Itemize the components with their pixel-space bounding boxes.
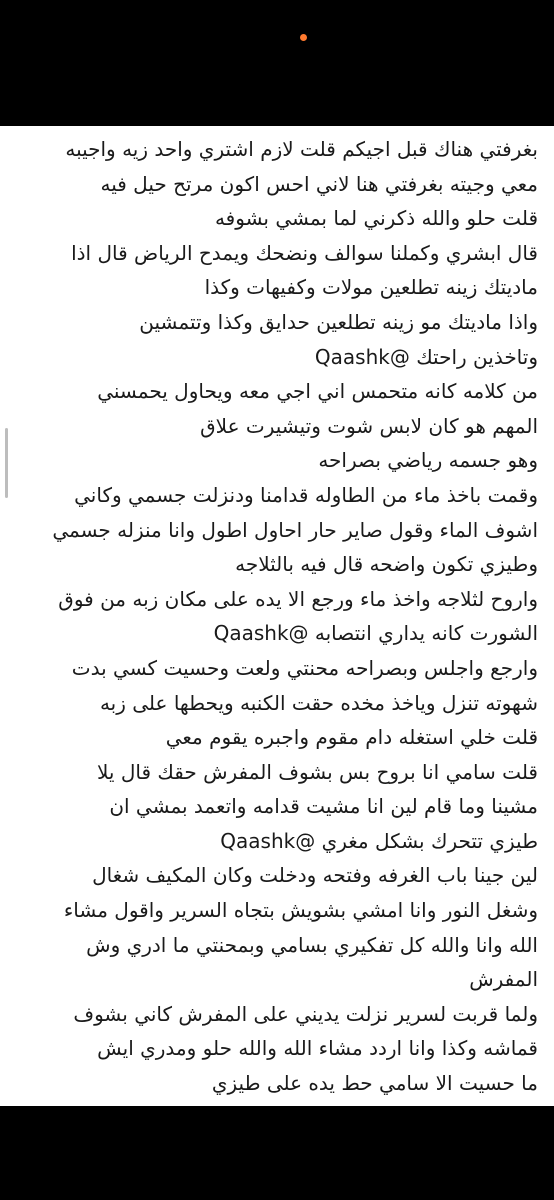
- text-line: الله وانا والله كل تفكيري بسامي وبمحنتي ما ادري وش: [86, 932, 538, 957]
- text-line: واروح لثلاجه واخذ ماء ورجع الا يده على مكان زبه من فوق: [58, 586, 538, 611]
- text-line: بغرفتي هناك قبل اجيكم قلت لازم اشتري واحد زيه واجيبه: [65, 137, 538, 161]
- story-text: [16, 132, 538, 1101]
- text-line: وطيزي تكون واضحه قال فيه بالثلاجه: [235, 552, 538, 577]
- text-line: قال ابشري وكملنا سوالف ونضحك ويمدح الرياض قال اذا: [71, 240, 538, 265]
- text-line: وتاخذين راحتك @Qaashk: [314, 344, 538, 369]
- scroll-indicator[interactable]: [5, 428, 8, 498]
- text-line: ما حسيت الا سامي حط يده على طيزي: [211, 1071, 538, 1096]
- text-line: معي وجيته بغرفتي هنا لاني احس اكون مرتح حيل فيه: [100, 171, 538, 196]
- text-line: لين جينا باب الغرفه وفتحه ودخلت وكان المكيف شغال: [92, 863, 538, 888]
- text-line: طيزي تتحرك بشكل مغري @Qaashk: [220, 828, 538, 853]
- text-page[interactable]: [0, 126, 554, 1106]
- top-status-area: [0, 0, 554, 126]
- camera-indicator-dot: [300, 34, 307, 41]
- text-line: وارجع واجلس وبصراحه محنتي ولعت وحسيت كسي بدت: [71, 655, 538, 680]
- text-line: اشوف الماء وقول صاير حار احاول اطول وانا منزله جسمي: [52, 517, 538, 542]
- text-line: واذا ماديتك مو زينه تطلعين حدايق وكذا وتتمشين: [139, 309, 538, 334]
- bottom-area: [0, 1106, 554, 1200]
- text-line: وقمت باخذ ماء من الطاوله قدامنا ودنزلت جسمي وكاني: [74, 482, 538, 507]
- text-line: مشينا وما قام لين انا مشيت قدامه واتعمد بمشي ان: [109, 794, 538, 819]
- text-line: الشورت كانه يداري انتصابه @Qaashk: [213, 621, 538, 646]
- text-line: المفرش: [469, 967, 538, 992]
- text-line: ولما قربت لسرير نزلت يديني على المفرش كاني بشوف: [73, 1001, 538, 1026]
- text-line: قماشه وكذا وانا اردد مشاء الله والله حلو ومدري ايش: [97, 1036, 538, 1061]
- text-line: وشغل النور وانا امشي بشويش بتجاه السرير واقول مشاء: [63, 898, 538, 923]
- text-line: من كلامه كانه متحمس اني اجي معه ويحاول يحمسني: [97, 379, 538, 404]
- text-line: شهوته تنزل وياخذ مخده حقت الكنبه ويحطها على زبه: [99, 690, 538, 715]
- text-line: وهو جسمه رياضي بصراحه: [318, 448, 538, 473]
- text-line: ماديتك زينه تطلعين مولات وكفيهات وكذا: [204, 275, 538, 300]
- text-line: قلت سامي انا بروح بس بشوف المفرش حقك قال يلا: [97, 759, 538, 784]
- text-line: قلت حلو والله ذكرني لما بمشي بشوفه: [214, 206, 538, 231]
- text-line: قلت خلي استغله دام مقوم واجبره يقوم معي: [165, 725, 538, 750]
- text-line: المهم هو كان لابس شوت وتيشيرت علاق: [200, 413, 538, 438]
